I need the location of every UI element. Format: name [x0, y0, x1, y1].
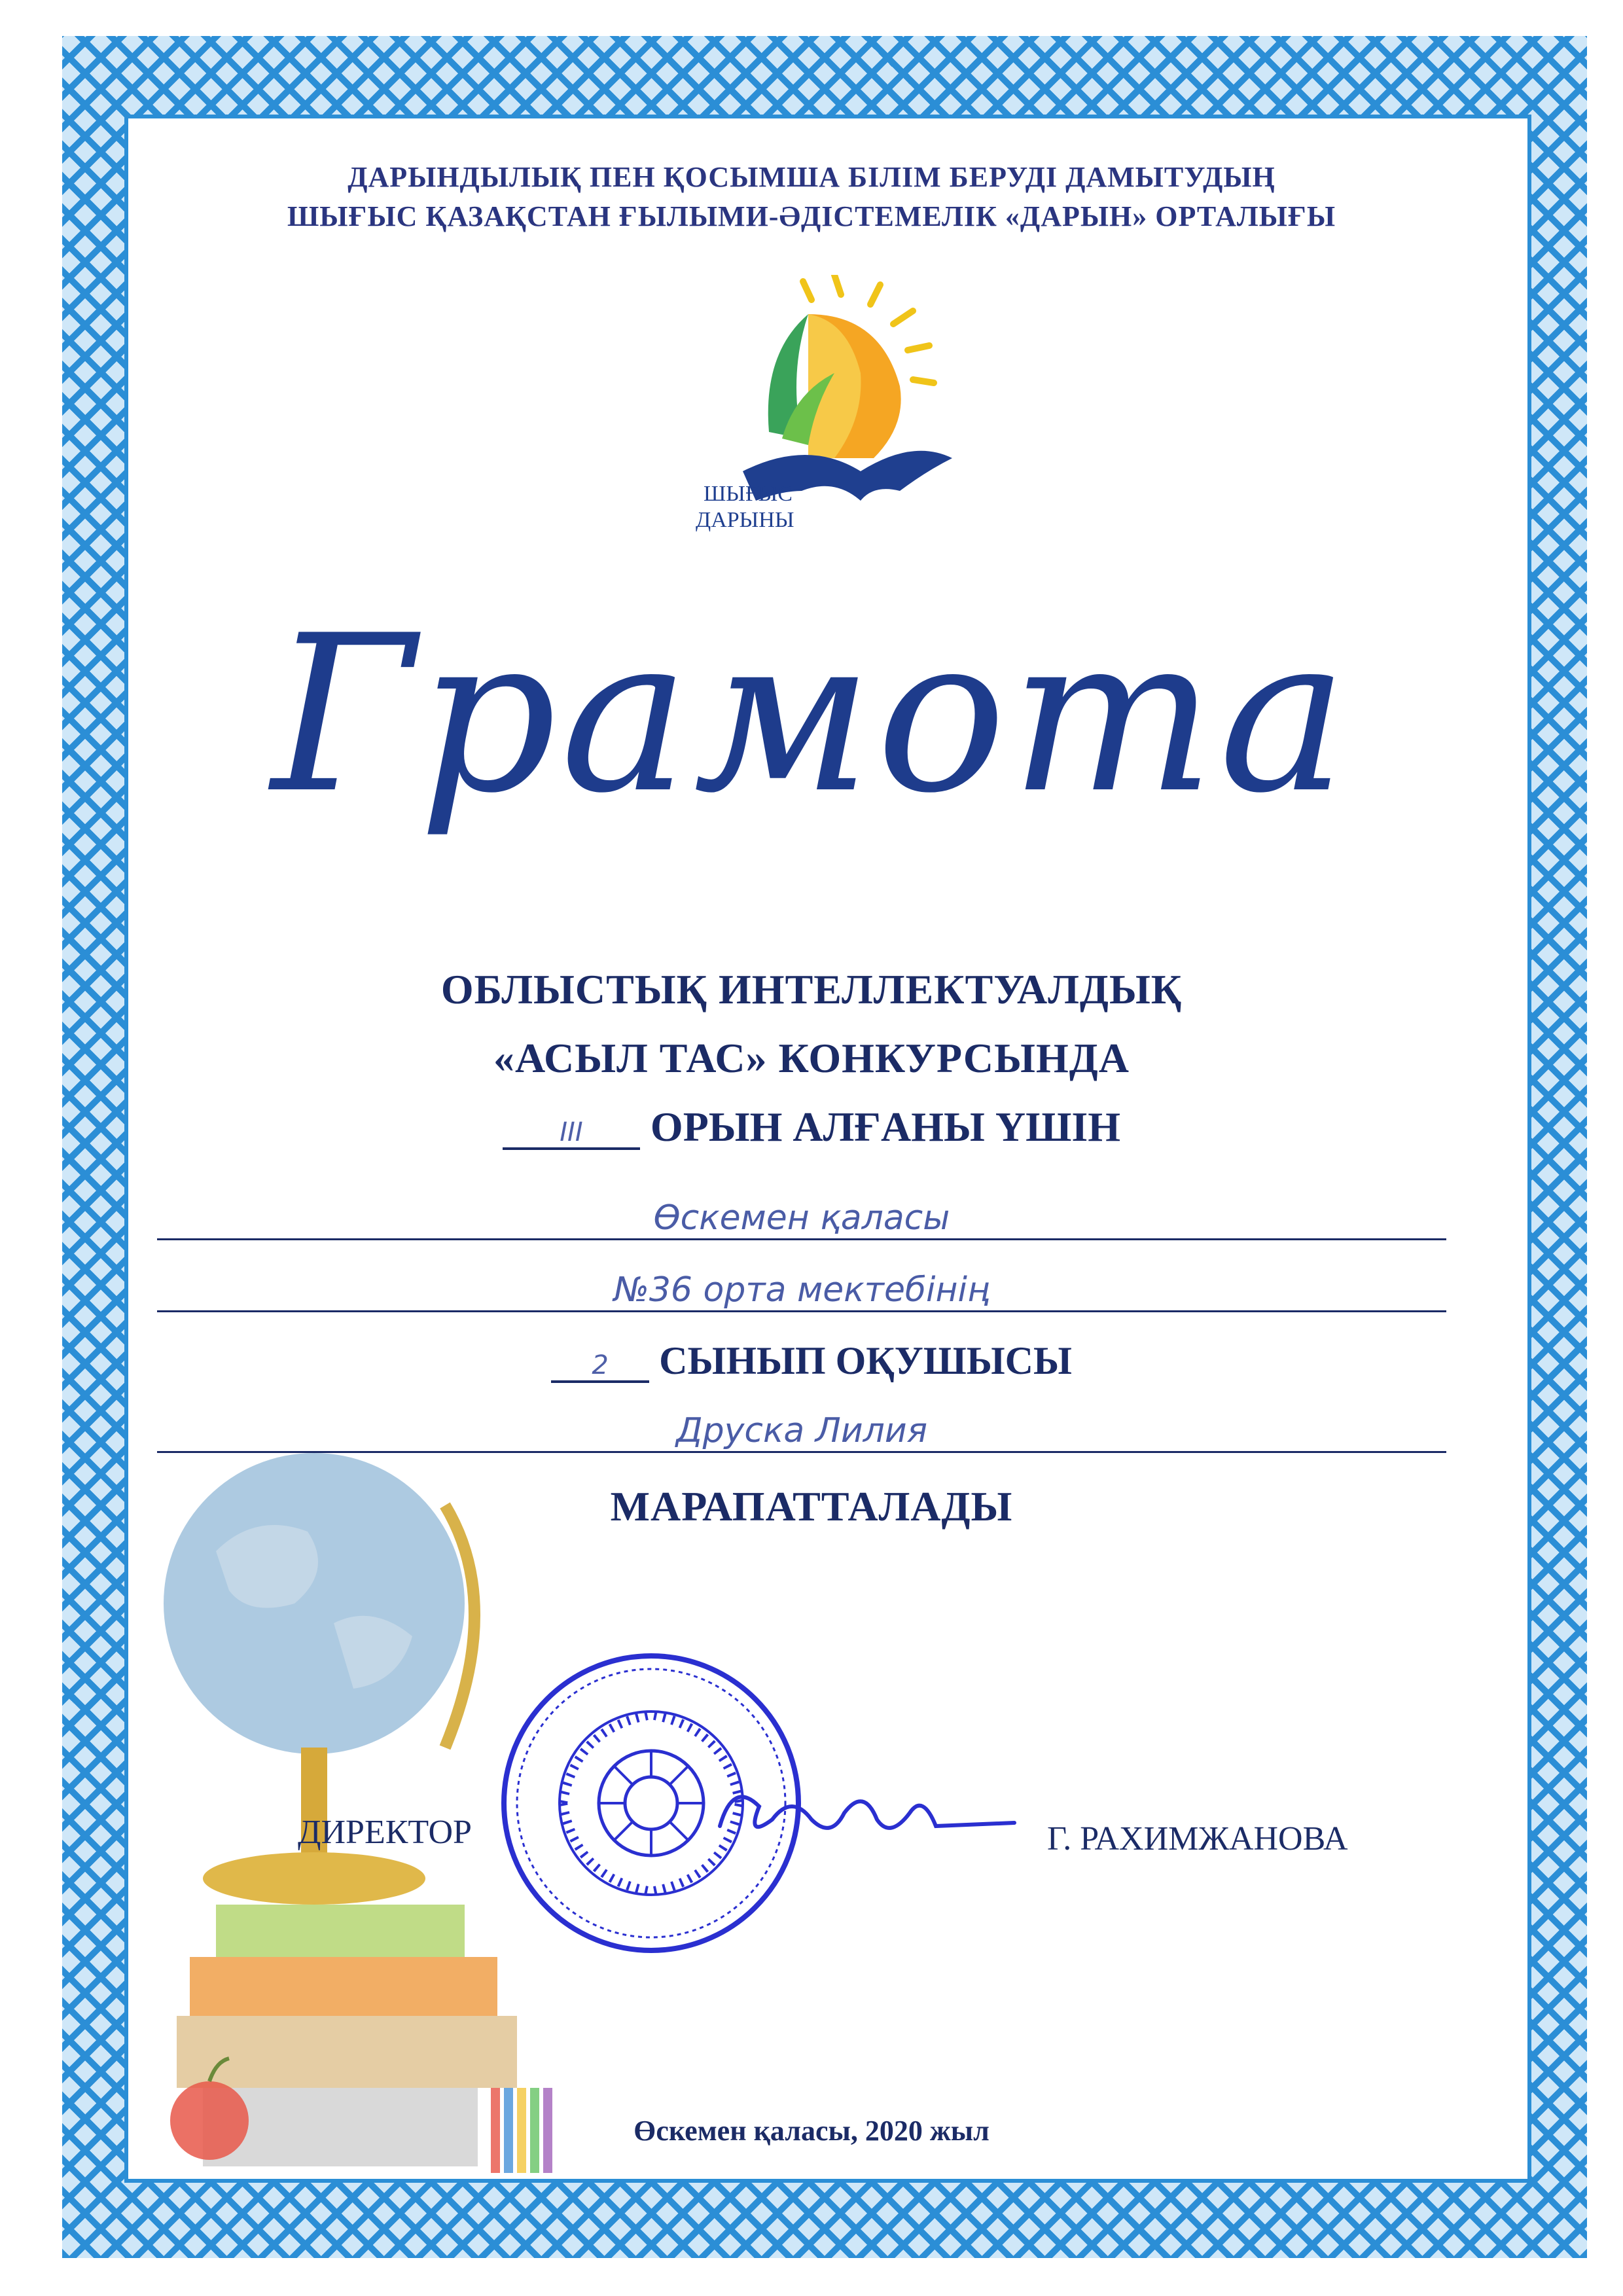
footer-place-year: Өскемен қаласы, 2020 жыл [633, 2115, 990, 2147]
director-signature [707, 1767, 1021, 1865]
header-organization-line1: ДАРЫНДЫЛЫҚ ПЕН ҚОСЫМША БІЛІМ БЕРУДІ ДАМЫТУДЫҢ [348, 161, 1275, 193]
grade-label: СЫНЫП ОҚУШЫСЫ [659, 1339, 1072, 1382]
student-fill-line: Друска Лилия [157, 1410, 1446, 1453]
grade-line [0, 1338, 1623, 1384]
award-line1: ОБЛЫСТЫҚ ИНТЕЛЛЕКТУАЛДЫҚ [440, 966, 1183, 1013]
awarded-label: МАРАПАТТАЛАДЫ [610, 1483, 1013, 1530]
certificate-title: Грамота [271, 589, 1352, 840]
grade-value-handwritten: 2 [551, 1350, 649, 1383]
award-line2: «АСЫЛ ТАС» КОНКУРСЫНДА [493, 1035, 1130, 1081]
logo-text-line1: ШЫҒЫС [704, 482, 793, 506]
place-line [0, 1103, 1623, 1151]
logo-text-line2: ДАРЫНЫ [696, 508, 794, 532]
school-fill-line: №36 орта мектебінің [157, 1270, 1446, 1312]
director-label: ДИРЕКТОР [298, 1814, 472, 1851]
header-organization-line2: ШЫҒЫС ҚАЗАҚСТАН ҒЫЛЫМИ-ӘДІСТЕМЕЛІК «ДАРЫН» ОРТАЛЫҒЫ [287, 200, 1336, 232]
shygys-daryny-logo [664, 275, 978, 537]
city-fill-line: Өскемен қаласы [157, 1198, 1446, 1240]
director-name: Г. РАХИМЖАНОВА [1047, 1820, 1348, 1857]
place-value-handwritten: III [503, 1117, 640, 1150]
place-label: ОРЫН АЛҒАНЫ ҮШІН [650, 1103, 1121, 1150]
